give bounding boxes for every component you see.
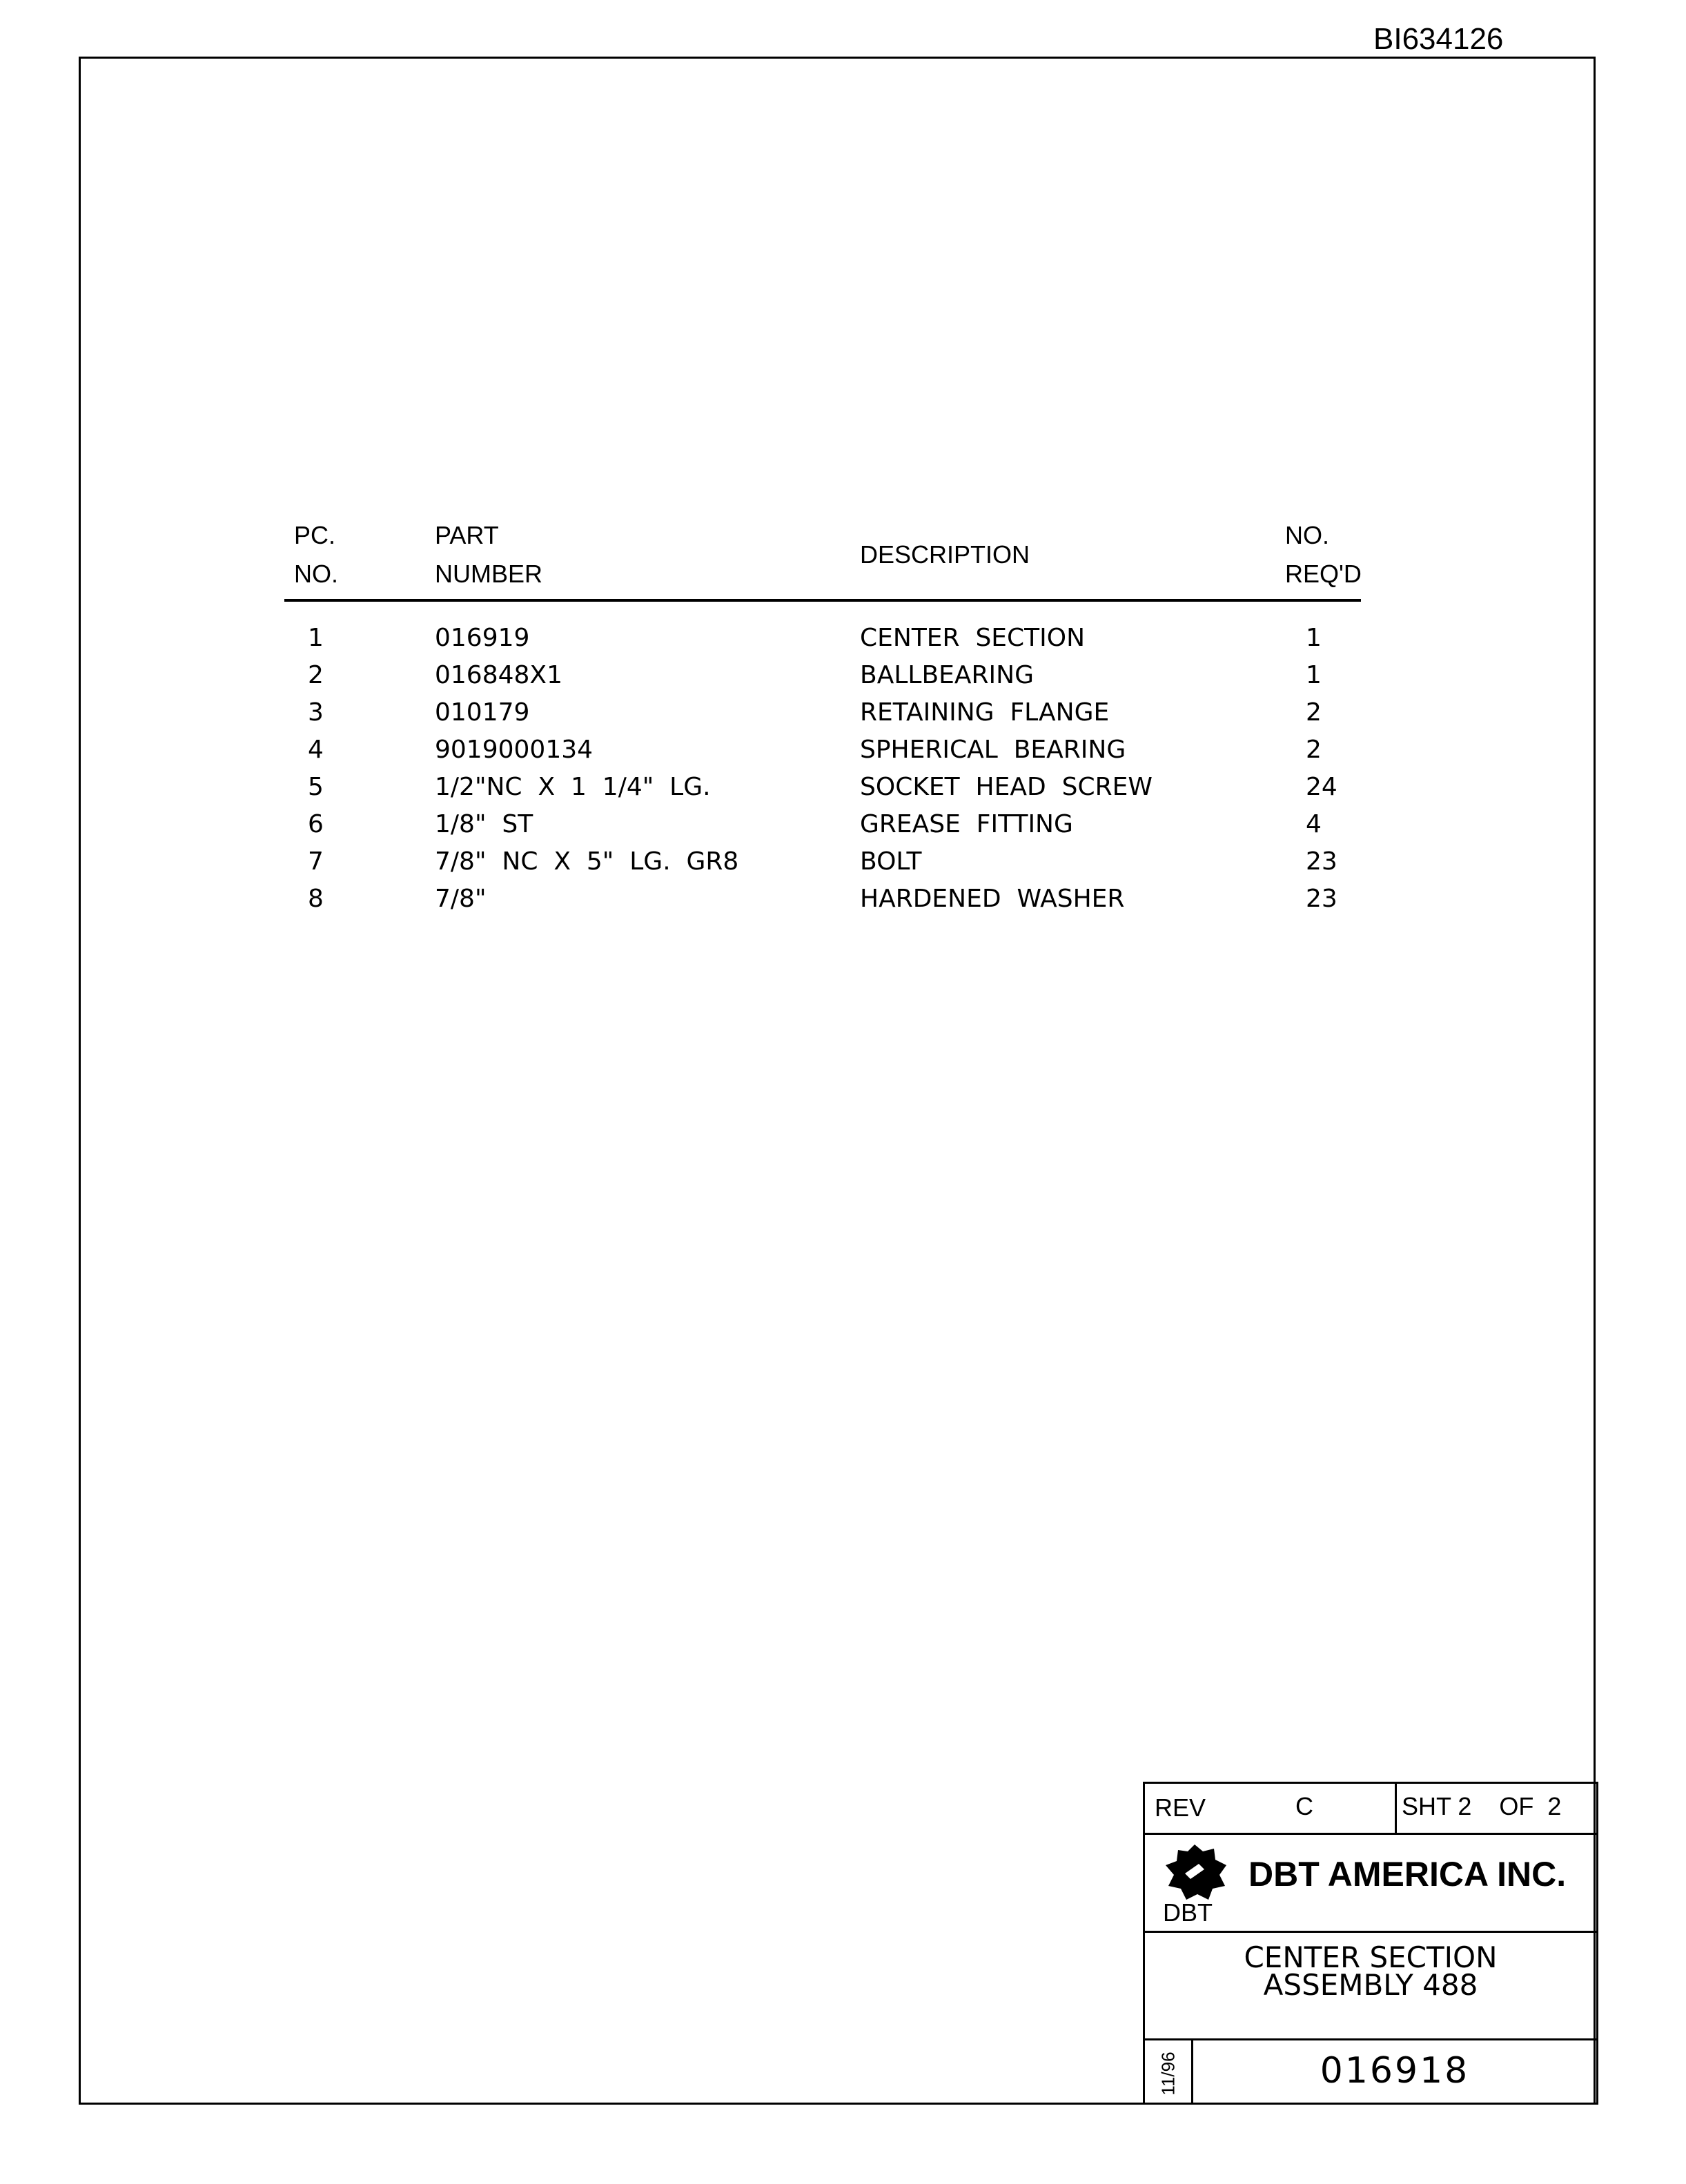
row-qty: 2 bbox=[1306, 736, 1322, 764]
row-description: CENTER SECTION bbox=[860, 624, 1086, 652]
document-id: BI634126 bbox=[1373, 22, 1504, 56]
row-qty: 2 bbox=[1306, 698, 1322, 727]
drawing-title-line1: CENTER SECTION bbox=[1244, 1940, 1498, 1974]
header-part-line1: PART bbox=[435, 521, 499, 549]
bill-of-materials bbox=[284, 516, 1361, 918]
row-part: 1/2"NC X 1 1/4" LG. bbox=[435, 773, 711, 801]
row-part: 1/8" ST bbox=[435, 810, 533, 838]
date-cell bbox=[1145, 2040, 1193, 2105]
row-pc: 7 bbox=[308, 847, 324, 876]
row-description: SPHERICAL BEARING bbox=[860, 736, 1126, 764]
row-part: 9019000134 bbox=[435, 736, 594, 764]
revision-value: C bbox=[1295, 1792, 1313, 1820]
row-part: 016919 bbox=[435, 624, 530, 652]
row-description: SOCKET HEAD SCREW bbox=[860, 773, 1153, 801]
drawing-number-row bbox=[1145, 2040, 1596, 2105]
title-block bbox=[1143, 1782, 1598, 2105]
row-pc: 1 bbox=[308, 624, 324, 652]
header-description: DESCRIPTION bbox=[860, 540, 1030, 569]
row-qty: 23 bbox=[1306, 885, 1337, 913]
table-row bbox=[284, 881, 1361, 918]
company-logo-icon bbox=[1160, 1843, 1229, 1901]
row-pc: 8 bbox=[308, 885, 324, 913]
logo-text: DBT bbox=[1163, 1898, 1213, 1927]
table-row bbox=[284, 694, 1361, 731]
header-req-line2: REQ'D bbox=[1285, 560, 1362, 588]
table-row bbox=[284, 769, 1361, 806]
table-row bbox=[284, 843, 1361, 881]
row-description: RETAINING FLANGE bbox=[860, 698, 1110, 727]
table-row bbox=[284, 620, 1361, 657]
row-qty: 4 bbox=[1306, 810, 1322, 838]
table-row bbox=[284, 731, 1361, 769]
drawing-title-row bbox=[1145, 1933, 1596, 2040]
header-pc-line2: NO. bbox=[294, 560, 339, 588]
drawing-title-line2: ASSEMBLY 488 bbox=[1263, 1968, 1478, 2002]
row-qty: 24 bbox=[1306, 773, 1337, 801]
table-row bbox=[284, 806, 1361, 843]
header-req-line1: NO. bbox=[1285, 521, 1330, 549]
row-pc: 3 bbox=[308, 698, 324, 727]
row-part: 7/8" bbox=[435, 885, 487, 913]
revision-divider bbox=[1395, 1784, 1397, 1833]
row-description: BALLBEARING bbox=[860, 661, 1034, 689]
row-description: BOLT bbox=[860, 847, 922, 876]
row-qty: 23 bbox=[1306, 847, 1337, 876]
table-row bbox=[284, 657, 1361, 694]
company-name: DBT AMERICA INC. bbox=[1248, 1855, 1567, 1893]
bom-header bbox=[284, 516, 1361, 602]
drawing-number: 016918 bbox=[1320, 2050, 1470, 2092]
row-pc: 4 bbox=[308, 736, 324, 764]
row-part: 010179 bbox=[435, 698, 530, 727]
drawing-date: 11/96 bbox=[1157, 2052, 1179, 2096]
row-description: GREASE FITTING bbox=[860, 810, 1073, 838]
sheet-number: SHT 2 OF 2 bbox=[1402, 1792, 1562, 1820]
bom-rows bbox=[284, 620, 1361, 918]
row-pc: 2 bbox=[308, 661, 324, 689]
header-pc-line1: PC. bbox=[294, 521, 336, 549]
row-description: HARDENED WASHER bbox=[860, 885, 1125, 913]
row-pc: 5 bbox=[308, 773, 324, 801]
company-row bbox=[1145, 1835, 1596, 1933]
header-part-line2: NUMBER bbox=[435, 560, 543, 588]
row-pc: 6 bbox=[308, 810, 324, 838]
row-qty: 1 bbox=[1306, 624, 1322, 652]
row-part: 016848X1 bbox=[435, 661, 562, 689]
revision-label: REV bbox=[1155, 1793, 1206, 1822]
row-qty: 1 bbox=[1306, 661, 1322, 689]
row-part: 7/8" NC X 5" LG. GR8 bbox=[435, 847, 739, 876]
revision-row bbox=[1145, 1784, 1596, 1835]
